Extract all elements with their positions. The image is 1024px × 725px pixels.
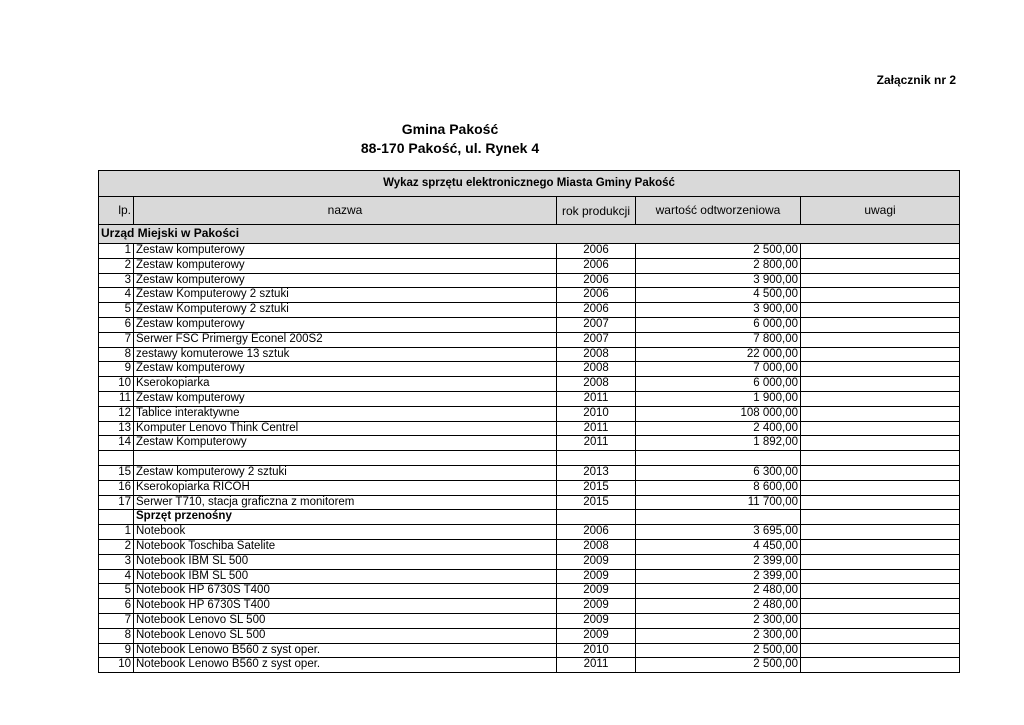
cell-name: Zestaw Komputerowy 2 sztuki — [134, 288, 557, 303]
column-header-lp: lp. — [99, 197, 134, 225]
table-row — [99, 495, 960, 510]
department-label: Urząd Miejski w Pakości — [99, 225, 960, 244]
cell-value: 7 000,00 — [636, 362, 801, 377]
cell-name: Zestaw komputerowy — [134, 362, 557, 377]
table-row — [99, 244, 960, 259]
table-row — [99, 465, 960, 480]
cell-name: Sprzęt przenośny — [134, 510, 557, 525]
cell-value: 108 000,00 — [636, 406, 801, 421]
cell-value — [636, 510, 801, 525]
column-header-value: wartość odtworzeniowa — [636, 197, 801, 225]
cell-value: 2 800,00 — [636, 258, 801, 273]
cell-notes — [801, 391, 960, 406]
cell-lp: 14 — [99, 436, 134, 451]
cell-name: Zestaw komputerowy 2 sztuki — [134, 465, 557, 480]
table-row — [99, 599, 960, 614]
cell-lp: 6 — [99, 317, 134, 332]
table-row — [99, 377, 960, 392]
cell-notes — [801, 451, 960, 466]
cell-name: Notebook — [134, 525, 557, 540]
cell-year: 2009 — [557, 628, 636, 643]
cell-year — [557, 451, 636, 466]
municipality-name: Gmina Pakość — [401, 121, 499, 137]
cell-value: 4 450,00 — [636, 539, 801, 554]
cell-value — [636, 451, 801, 466]
cell-name: Zestaw Komputerowy — [134, 436, 557, 451]
cell-lp: 9 — [99, 643, 134, 658]
cell-lp: 17 — [99, 495, 134, 510]
table-row — [99, 525, 960, 540]
cell-notes — [801, 362, 960, 377]
cell-year: 2006 — [557, 273, 636, 288]
cell-notes — [801, 569, 960, 584]
cell-year: 2010 — [557, 643, 636, 658]
table-title: Wykaz sprzętu elektronicznego Miasta Gminy Pakość — [99, 171, 960, 197]
cell-notes — [801, 643, 960, 658]
column-header-row — [99, 197, 960, 225]
table-row — [99, 643, 960, 658]
cell-year: 2009 — [557, 569, 636, 584]
cell-year: 2008 — [557, 539, 636, 554]
cell-lp: 4 — [99, 569, 134, 584]
cell-year: 2008 — [557, 362, 636, 377]
cell-name: Kserokopiarka — [134, 377, 557, 392]
cell-lp: 9 — [99, 362, 134, 377]
cell-value: 22 000,00 — [636, 347, 801, 362]
cell-name: Notebook IBM SL 500 — [134, 554, 557, 569]
table-row — [99, 391, 960, 406]
equipment-table — [98, 170, 960, 673]
cell-lp: 16 — [99, 480, 134, 495]
cell-name: Serwer FSC Primergy Econel 200S2 — [134, 332, 557, 347]
cell-value: 2 480,00 — [636, 584, 801, 599]
cell-notes — [801, 613, 960, 628]
cell-notes — [801, 525, 960, 540]
cell-year: 2015 — [557, 495, 636, 510]
cell-value: 6 300,00 — [636, 465, 801, 480]
cell-notes — [801, 288, 960, 303]
cell-notes — [801, 658, 960, 673]
cell-lp: 6 — [99, 599, 134, 614]
cell-name: Notebook Lenovo SL 500 — [134, 628, 557, 643]
cell-name: Notebook IBM SL 500 — [134, 569, 557, 584]
cell-notes — [801, 332, 960, 347]
annex-label: Załącznik nr 2 — [876, 73, 956, 87]
table-row — [99, 317, 960, 332]
cell-name: Notebook HP 6730S T400 — [134, 584, 557, 599]
cell-name: Notebook Lenowo B560 z syst oper. — [134, 643, 557, 658]
cell-year: 2009 — [557, 613, 636, 628]
cell-year: 2007 — [557, 317, 636, 332]
cell-notes — [801, 436, 960, 451]
column-header-notes: uwagi — [801, 197, 960, 225]
cell-lp: 12 — [99, 406, 134, 421]
table-row — [99, 539, 960, 554]
cell-lp: 5 — [99, 303, 134, 318]
table-row — [99, 658, 960, 673]
cell-year: 2011 — [557, 391, 636, 406]
cell-notes — [801, 599, 960, 614]
cell-lp: 13 — [99, 421, 134, 436]
cell-value: 11 700,00 — [636, 495, 801, 510]
cell-year: 2015 — [557, 480, 636, 495]
cell-value: 1 900,00 — [636, 391, 801, 406]
table-row — [99, 451, 960, 466]
table-row — [99, 480, 960, 495]
cell-lp: 15 — [99, 465, 134, 480]
cell-notes — [801, 510, 960, 525]
cell-name: Zestaw Komputerowy 2 sztuki — [134, 303, 557, 318]
cell-name: Notebook Toschiba Satelite — [134, 539, 557, 554]
cell-year: 2011 — [557, 658, 636, 673]
cell-value: 3 900,00 — [636, 273, 801, 288]
cell-lp: 1 — [99, 244, 134, 259]
table-title-row — [99, 171, 960, 197]
cell-lp: 10 — [99, 377, 134, 392]
column-header-name: nazwa — [134, 197, 557, 225]
cell-year: 2011 — [557, 421, 636, 436]
cell-notes — [801, 406, 960, 421]
table-row — [99, 569, 960, 584]
table-row — [99, 436, 960, 451]
cell-lp: 10 — [99, 658, 134, 673]
cell-value: 2 399,00 — [636, 569, 801, 584]
cell-notes — [801, 554, 960, 569]
cell-name: Notebook Lenovo SL 500 — [134, 613, 557, 628]
table-row — [99, 584, 960, 599]
cell-year: 2006 — [557, 258, 636, 273]
cell-name: Tablice interaktywne — [134, 406, 557, 421]
cell-value: 1 892,00 — [636, 436, 801, 451]
cell-year: 2009 — [557, 584, 636, 599]
cell-value: 2 400,00 — [636, 421, 801, 436]
cell-name: Serwer T710, stacja graficzna z monitorem — [134, 495, 557, 510]
cell-notes — [801, 584, 960, 599]
cell-lp: 2 — [99, 258, 134, 273]
cell-year: 2009 — [557, 599, 636, 614]
cell-year: 2007 — [557, 332, 636, 347]
table-row — [99, 406, 960, 421]
cell-lp: 4 — [99, 288, 134, 303]
table-row — [99, 554, 960, 569]
table-row — [99, 258, 960, 273]
cell-year: 2006 — [557, 303, 636, 318]
cell-name: Zestaw komputerowy — [134, 273, 557, 288]
cell-name: Kserokopiarka RICOH — [134, 480, 557, 495]
cell-value: 3 900,00 — [636, 303, 801, 318]
cell-value: 2 500,00 — [636, 643, 801, 658]
cell-year: 2006 — [557, 288, 636, 303]
cell-name: Notebook HP 6730S T400 — [134, 599, 557, 614]
cell-name: zestawy komuterowe 13 sztuk — [134, 347, 557, 362]
cell-notes — [801, 421, 960, 436]
cell-year: 2011 — [557, 436, 636, 451]
table-row — [99, 347, 960, 362]
cell-value: 3 695,00 — [636, 525, 801, 540]
cell-notes — [801, 317, 960, 332]
cell-lp: 1 — [99, 525, 134, 540]
cell-value: 6 000,00 — [636, 317, 801, 332]
cell-name: Zestaw komputerowy — [134, 244, 557, 259]
column-header-year: rok produkcji — [557, 197, 636, 225]
cell-lp: 8 — [99, 628, 134, 643]
cell-value: 6 000,00 — [636, 377, 801, 392]
cell-notes — [801, 495, 960, 510]
cell-lp: 3 — [99, 554, 134, 569]
cell-lp: 11 — [99, 391, 134, 406]
cell-lp: 5 — [99, 584, 134, 599]
cell-name: Zestaw komputerowy — [134, 317, 557, 332]
table-row — [99, 421, 960, 436]
cell-notes — [801, 465, 960, 480]
cell-lp: 2 — [99, 539, 134, 554]
cell-notes — [801, 347, 960, 362]
cell-name: Komputer Lenovo Think Centrel — [134, 421, 557, 436]
table-row — [99, 303, 960, 318]
cell-value: 7 800,00 — [636, 332, 801, 347]
cell-year: 2010 — [557, 406, 636, 421]
cell-lp: 8 — [99, 347, 134, 362]
table-row — [99, 332, 960, 347]
cell-notes — [801, 303, 960, 318]
cell-name: Zestaw komputerowy — [134, 258, 557, 273]
cell-notes — [801, 539, 960, 554]
cell-value: 4 500,00 — [636, 288, 801, 303]
cell-value: 2 500,00 — [636, 244, 801, 259]
table-row — [99, 273, 960, 288]
cell-notes — [801, 377, 960, 392]
cell-year: 2013 — [557, 465, 636, 480]
cell-year: 2006 — [557, 244, 636, 259]
cell-year: 2006 — [557, 525, 636, 540]
cell-notes — [801, 628, 960, 643]
cell-value: 2 300,00 — [636, 628, 801, 643]
cell-notes — [801, 273, 960, 288]
table-row — [99, 362, 960, 377]
table-row — [99, 613, 960, 628]
cell-name — [134, 451, 557, 466]
cell-notes — [801, 480, 960, 495]
cell-value: 2 480,00 — [636, 599, 801, 614]
cell-value: 2 300,00 — [636, 613, 801, 628]
cell-year: 2009 — [557, 554, 636, 569]
department-row — [99, 225, 960, 244]
cell-lp: 3 — [99, 273, 134, 288]
cell-notes — [801, 244, 960, 259]
cell-value: 2 500,00 — [636, 658, 801, 673]
cell-name: Zestaw komputerowy — [134, 391, 557, 406]
cell-year: 2008 — [557, 377, 636, 392]
subheading-row — [99, 510, 960, 525]
cell-lp: 7 — [99, 332, 134, 347]
cell-year — [557, 510, 636, 525]
cell-name: Notebook Lenowo B560 z syst oper. — [134, 658, 557, 673]
table-row — [99, 288, 960, 303]
cell-lp: 7 — [99, 613, 134, 628]
municipality-address: 88-170 Pakość, ul. Rynek 4 — [360, 140, 540, 156]
cell-lp — [99, 510, 134, 525]
cell-notes — [801, 258, 960, 273]
cell-year: 2008 — [557, 347, 636, 362]
cell-value: 2 399,00 — [636, 554, 801, 569]
table-row — [99, 628, 960, 643]
cell-lp — [99, 451, 134, 466]
cell-value: 8 600,00 — [636, 480, 801, 495]
